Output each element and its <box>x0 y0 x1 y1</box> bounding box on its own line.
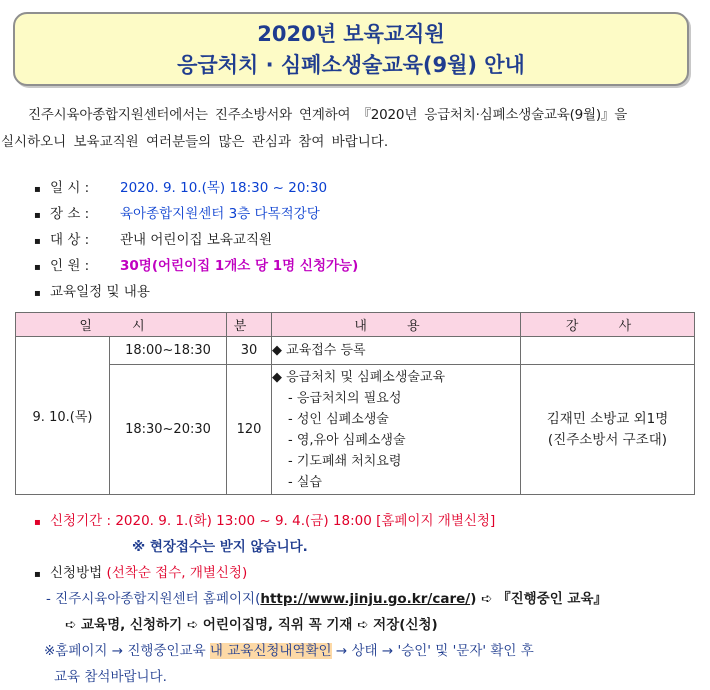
content-cell <box>272 365 521 495</box>
bullet-icon: ▪ <box>34 210 41 221</box>
capacity-label: 인 원 : <box>50 258 90 274</box>
instructor-affiliation: (진주소방서 구조대) <box>547 431 668 448</box>
apply-period <box>34 508 607 534</box>
instructor-cell-empty <box>521 337 695 365</box>
method-note: (선착순 접수, 개별신청) <box>106 565 248 581</box>
apply-step-1 <box>34 586 607 612</box>
check-note-line2: 교육 참석바랍니다. <box>54 669 167 685</box>
minutes-cell: 120 <box>227 365 272 495</box>
date-value: 2020. 9. 10.(목) 18:30 ~ 20:30 <box>120 180 328 196</box>
title-line-2: 응급처치 · 심폐소생술교육(9월) 안내 <box>177 53 525 77</box>
content-item: - 기도폐쇄 처치요령 <box>288 453 402 469</box>
schedule-label: 교육일정 및 내용 <box>50 284 150 300</box>
bullet-icon: ▪ <box>34 184 41 195</box>
header-instructor: 강 사 <box>521 313 695 337</box>
content-title: ◆ 응급처치 및 심폐소생술교육 <box>272 369 446 385</box>
note-suffix: → 상태 → '승인' 및 '문자' 확인 후 <box>331 643 534 659</box>
schedule-item <box>34 279 358 305</box>
content-item: - 영,유아 심폐소생술 <box>288 432 406 448</box>
bullet-icon: ▪ <box>34 236 41 247</box>
time-cell: 18:00~18:30 <box>110 337 227 365</box>
date-label: 일 시 : <box>50 180 90 196</box>
capacity-value: 30명(어린이집 1개소 당 1명 신청가능) <box>120 258 359 274</box>
content-cell: ◆ 교육접수 등록 <box>272 337 521 365</box>
target-item <box>34 227 358 253</box>
check-note <box>34 638 607 664</box>
target-label: 대 상 : <box>50 232 90 248</box>
header-datetime: 일 시 <box>16 313 227 337</box>
intro-paragraph <box>1 102 692 156</box>
details-list <box>34 175 358 305</box>
title-box <box>13 12 689 86</box>
intro-line-1: 진주시육아종합지원센터에서는 진주소방서와 연계하여 『2020년 응급처치·심폐소생술교육(9월)』을 <box>28 107 628 123</box>
content-item: - 성인 심폐소생술 <box>288 411 389 427</box>
no-onsite-note: ※ 현장접수는 받지 않습니다. <box>132 539 308 555</box>
bullet-icon: ▪ <box>34 288 41 299</box>
place-label: 장 소 : <box>50 206 90 222</box>
method-label: 신청방법 <box>50 565 103 581</box>
bullet-icon: ▪ <box>34 569 41 580</box>
minutes-cell: 30 <box>227 337 272 365</box>
place-value: 육아종합지원센터 3층 다목적강당 <box>120 206 320 222</box>
step1-prefix: - 진주시육아종합지원센터 홈페이지( <box>46 591 261 607</box>
day-cell: 9. 10.(목) <box>16 337 110 495</box>
date-item <box>34 175 358 201</box>
note-highlight: 내 교육신청내역확인 <box>209 643 332 659</box>
title-line-1: 2020년 보육교직원 <box>257 22 445 46</box>
period-label: 신청기간 : <box>50 513 112 529</box>
header-content: 내 용 <box>272 313 521 337</box>
instructor-cell <box>521 365 695 495</box>
place-item <box>34 201 358 227</box>
note-prefix: ※홈페이지 → 진행중인교육 <box>44 643 210 659</box>
bullet-icon: ▪ <box>34 262 41 273</box>
header-minutes: 분 <box>227 313 272 337</box>
homepage-link[interactable]: http://www.jinju.go.kr/care/ <box>260 591 471 607</box>
capacity-item <box>34 253 358 279</box>
content-item: - 응급처치의 필요성 <box>288 390 402 406</box>
period-value: 2020. 9. 1.(화) 13:00 ~ 9. 4.(금) 18:00 [홈페이지 개별신청] <box>115 513 496 529</box>
target-value: 관내 어린이집 보육교직원 <box>120 232 273 248</box>
schedule-table <box>15 312 695 495</box>
bullet-icon: ▪ <box>34 517 41 528</box>
table-row <box>16 365 695 495</box>
table-header-row <box>16 313 695 337</box>
apply-step-2: ➪ 교육명, 신청하기 ➪ 어린이집명, 직위 꼭 기재 ➪ 저장(신청) <box>65 617 438 633</box>
table-row <box>16 337 695 365</box>
apply-method <box>34 560 607 586</box>
step1-suffix: ) ➪ 『진행중인 교육』 <box>470 591 608 607</box>
instructor-name: 김재민 소방교 외1명 <box>546 410 669 427</box>
apply-section <box>34 508 607 690</box>
content-item: - 실습 <box>288 474 322 490</box>
time-cell: 18:30~20:30 <box>110 365 227 495</box>
intro-line-2: 실시하오니 보육교직원 여러분들의 많은 관심과 참여 바랍니다. <box>1 134 389 150</box>
